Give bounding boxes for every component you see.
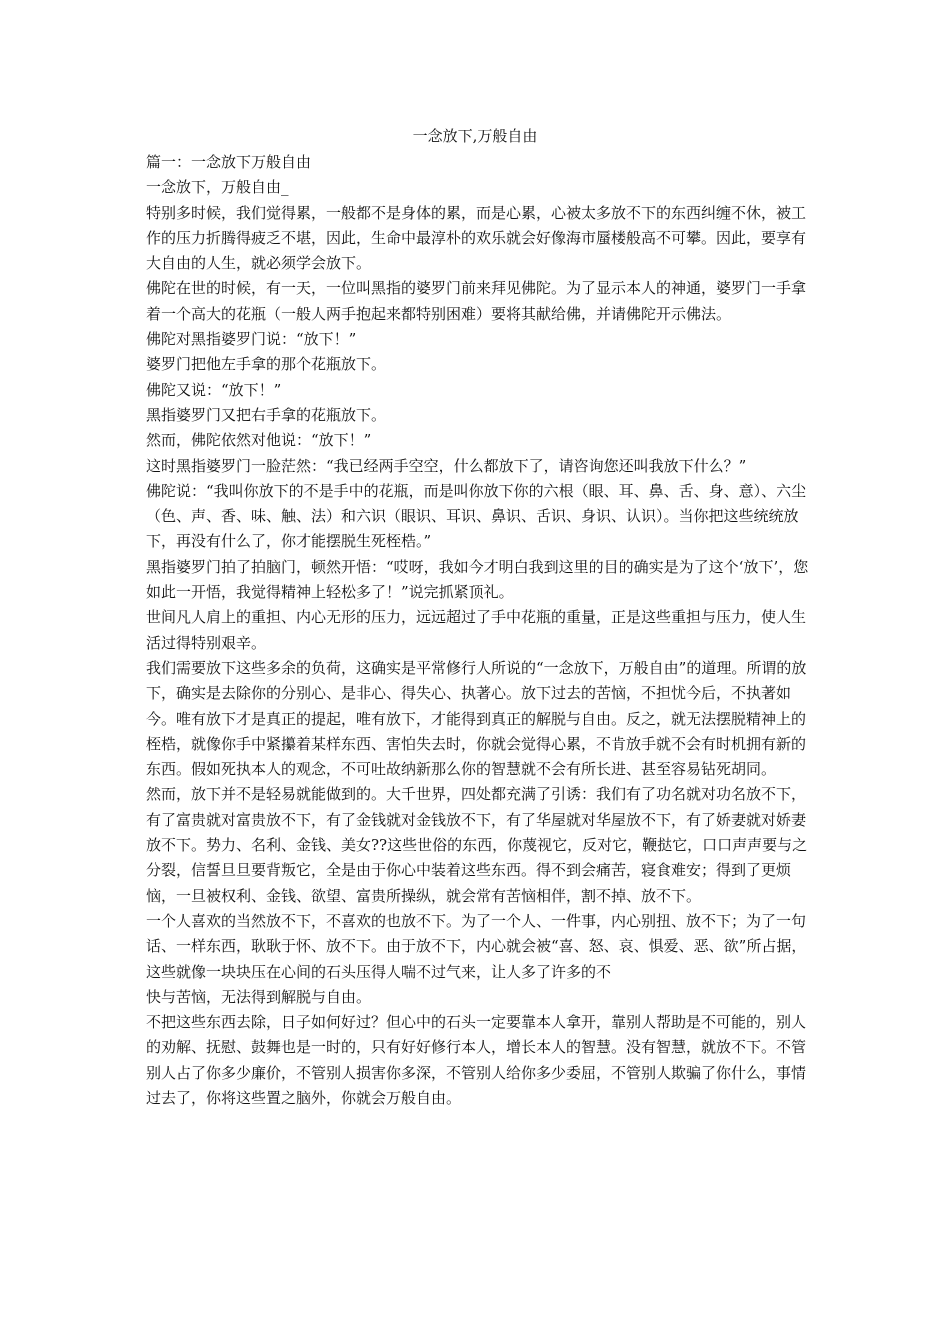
paragraph: 佛陀在世的时候，有一天，一位叫黑指的婆罗门前来拜见佛陀。为了显示本人的神通，婆罗门一手拿着一个高大的花瓶（一般人两手抱起来都特别困难）要将其献给佛，并请佛陀开示佛法。 (146, 279, 807, 323)
paragraph: 一念放下，万般自由_ (146, 178, 289, 197)
paragraph: 不把这些东西去除，日子如何好过？但心中的石头一定要靠本人拿开，靠别人帮助是不可能的，别人的劝解、抚慰、鼓舞也是一时的，只有好好修行本人，增长本人的智慧。没有智慧，就放不下。不管别人占了你多少廉价，不管别人损害你多深，不管别人给你多少委屈，不管别人欺骗了你什么，事情过去了，你将这些置之脑外，你就会万般自由。 (146, 1013, 807, 1107)
document-body (146, 150, 816, 1111)
paragraph: 我们需要放下这些多余的负荷，这确实是平常修行人所说的“一念放下，万般自由”的道理。所谓的放下，确实是去除你的分别心、是非心、得失心、执著心。放下过去的苦恼，不担忧今后，不执著如今。唯有放下才是真正的提起，唯有放下，才能得到真正的解脱与自由。反之，就无法摆脱精神上的桎梏，就像你手中紧攥着某样东西、害怕失去时，你就会觉得心累，不肯放手就不会有时机拥有新的东西。假如死执本人的观念，不可吐故纳新那么你的智慧就不会有所长进、甚至容易钻死胡同。 (146, 658, 807, 779)
paragraph: 佛陀又说：“放下！” (146, 380, 282, 399)
document-title: 一念放下,万般自由 (412, 127, 538, 145)
paragraph: 佛陀说：“我叫你放下的不是手中的花瓶，而是叫你放下你的六根（眼、耳、鼻、舌、身、意）、六尘（色、声、香、味、触、法）和六识（眼识、耳识、鼻识、舌识、身识、认识）。当你把这些统统放下，再没有什么了，你才能摆脱生死桎梏。” (146, 481, 807, 551)
paragraph: 这时黑指婆罗门一脸茫然：“我已经两手空空，什么都放下了，请咨询您还叫我放下什么？” (146, 456, 747, 475)
paragraph: 佛陀对黑指婆罗门说：“放下！” (146, 330, 357, 349)
paragraph: 一个人喜欢的当然放不下，不喜欢的也放不下。为了一个人、一件事，内心别扭、放不下；为了一句话、一样东西，耿耿于怀、放不下。由于放不下，内心就会被“喜、怒、哀、惧爱、恶、欲”所占据，这些就像一块块压在心间的石头压得人喘不过气来，让人多了许多的不 (146, 911, 807, 981)
paragraph: 篇一：一念放下万般自由 (146, 153, 312, 171)
paragraph: 黑指婆罗门拍了拍脑门，顿然开悟：“哎呀，我如今才明白我到这里的目的确实是为了这个‘放下’，您如此一开悟，我觉得精神上轻松多了！”说完抓紧顶礼。 (146, 557, 809, 602)
paragraph: 然而，佛陀依然对他说：“放下！” (146, 431, 372, 450)
paragraph: 黑指婆罗门又把右手拿的花瓶放下。 (146, 405, 387, 424)
paragraph: 婆罗门把他左手拿的那个花瓶放下。 (146, 355, 387, 374)
paragraph: 快与苦恼，无法得到解脱与自由。 (146, 987, 372, 1006)
paragraph: 然而，放下并不是轻易就能做到的。大千世界，四处都充满了引诱：我们有了功名就对功名放不下，有了富贵就对富贵放不下，有了金钱就对金钱放不下，有了华屋就对华屋放不下，有了娇妻就对娇妻放不下。势力、名利、金钱、美女??这些世俗的东西，你蔑视它，反对它，鞭挞它，口口声声要与之分裂，信誓旦旦要背叛它，全是由于你心中装着这些东西。得不到会痛苦，寝食难安；得到了更烦恼，一旦被权利、金钱、欲望、富贵所操纵，就会常有苦恼相伴，割不掉、放不下。 (146, 785, 808, 905)
paragraph: 世间凡人肩上的重担、内心无形的压力，远远超过了手中花瓶的重量，正是这些重担与压力，使人生活过得特别艰辛。 (146, 608, 807, 652)
paragraph: 特别多时候，我们觉得累，一般都不是身体的累，而是心累，心被太多放不下的东西纠缠不休，被工作的压力折腾得疲乏不堪，因此，生命中最淳朴的欢乐就会好像海市蜃楼般高不可攀。因此，要享有大自由的人生，就必须学会放下。 (146, 203, 807, 273)
